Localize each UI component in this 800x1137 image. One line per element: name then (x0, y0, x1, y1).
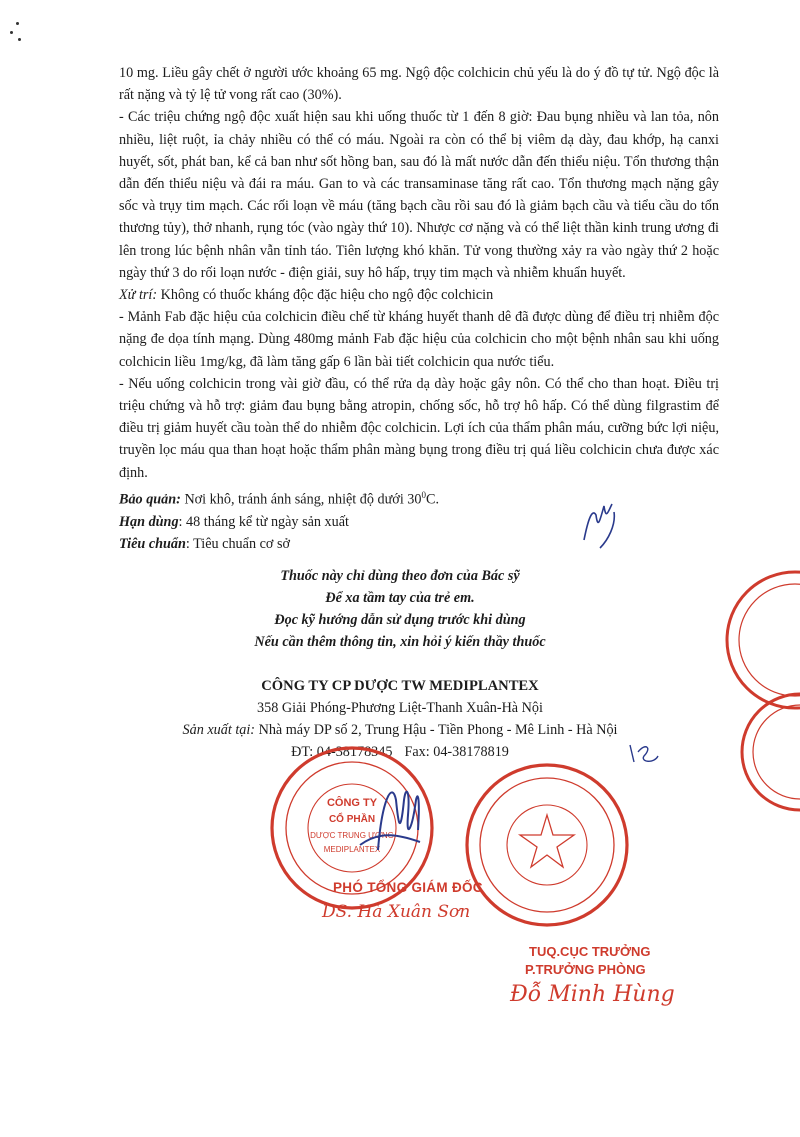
company-stamp-line1: CÔNG TY (326, 797, 378, 809)
treatment-text: Không có thuốc kháng độc đặc hiệu cho ngộ độc colchicin (157, 287, 494, 304)
head-name: Đỗ Minh Hùng (510, 982, 675, 1007)
symptoms-paragraph: - Các triệu chứng ngộ độc xuất hiện sau khi uống thuốc từ 1 đến 8 giờ: Đau bụng nhiều và lan tỏa, nôn nhiều, liệt ruột, ỉa chảy nhiều có thể có máu. Ngoài ra còn có thể bị viêm dạ dày, đau khớp, hạ canxi huyết, sốt, phát ban, kể cả ban như sốt hồng ban, sau đó là mất nước dẫn đến thiểu niệu. Tổn thương thận dẫn đến thiểu niệu và đái ra máu. Gan to và các transaminase tăng rất cao. Tổn thương mạch nặng gây sốc và trụy tim mạch. Các rối loạn về máu (tăng bạch cầu rồi sau đó là giảm bạch cầu và tiểu cầu do tổn thương tủy), thở nhanh, rụng tóc (vào ngày thứ 10). Nhược cơ nặng và có thể liệt thần kinh trung ương đi lên trong lúc bệnh nhân vẫn tỉnh táo. Tiên lượng khó khăn. Tử vong thường xảy ra vào ngày thứ 2 hoặc ngày thứ 3 do rối loạn nước - điện giải, suy hô hấp, trụy tim mạch và nhiễm khuẩn huyết. (119, 109, 719, 281)
storage-text: Nơi khô, tránh ánh sáng, nhiệt độ dưới 30 (180, 491, 422, 508)
deputy-director-name: DS. Hà Xuân Sơn (322, 902, 471, 922)
ministry-stamp (467, 765, 627, 925)
supportive-paragraph: - Nếu uống colchicin trong vài giờ đầu, có thể rửa dạ dày hoặc gây nôn. Có thể cho than hoạt. Điều trị triệu chứng và hỗ trợ: giảm đau bụng bằng atropin, chống sốc, hỗ trợ hô hấp. Có thể dùng filgrastim để điều trị giảm huyết cầu toàn thể do nhiễm độc colchicin. Lợi ích của thẩm phân máu, cưỡng bức lợi niệu, truyền lọc máu qua than hoạt hoặc thẩm phân màng bụng trong điều trị quá liều colchicin chưa được xác định. (119, 375, 719, 481)
company-stamp-text (310, 796, 394, 854)
notice-line-info: Nếu cần thêm thông tin, xin hỏi ý kiến thầy thuốc (254, 634, 546, 650)
factory-line (0, 719, 800, 741)
deputy-head-title: P.TRƯỞNG PHÒNG (525, 962, 646, 977)
fax-number: Fax: 04-38178819 (404, 744, 509, 760)
storage-unit: C. (426, 491, 440, 508)
treatment-heading (119, 284, 719, 306)
company-stamp-line3: DƯỢC TRUNG ƯƠNG (310, 831, 394, 840)
director-signature (360, 792, 420, 850)
notice-line-prescription: Thuốc này chỉ dùng theo đơn của Bác sỹ (280, 568, 520, 584)
company-name: CÔNG TY CP DƯỢC TW MEDIPLANTEX (261, 678, 539, 694)
expiry-text: : 48 tháng kể từ ngày sản xuất (178, 513, 349, 530)
notice-line-children: Để xa tầm tay của trẻ em. (325, 590, 475, 606)
contact-line (0, 741, 800, 763)
factory-label: Sản xuất tại: (182, 722, 256, 738)
company-stamp-line4: MEDIPLANTEX (323, 845, 381, 854)
fab-paragraph: - Mảnh Fab đặc hiệu của colchicin điều chế từ kháng huyết thanh dê đã được dùng để điều trị nhiễm độc nặng đe dọa tính mạng. Dùng 480mg mảnh Fab đặc hiệu của colchicin cho một bệnh nhân sau khi uống colchicin liều 1mg/kg, đã làm tăng gấp 6 lần bài tiết colchicin qua nước tiểu. (119, 309, 719, 370)
authorized-title: TUQ.CỤC TRƯỞNG (529, 944, 651, 959)
treatment-label: Xử trí: (119, 287, 158, 304)
degree-sup: 0 (421, 489, 426, 500)
standard-text: : Tiêu chuẩn cơ sở (185, 536, 290, 552)
overdose-paragraph: 10 mg. Liều gây chết ở người ước khoảng 65 mg. Ngộ độc colchicin chủ yếu là do ý đồ tự tử. Ngộ độc là rất nặng và tỷ lệ tử vong rất cao (30%). (119, 65, 719, 104)
factory-text: Nhà máy DP số 2, Trung Hậu - Tiền Phong - Mê Linh - Hà Nội (255, 722, 618, 738)
standard-label: Tiêu chuẩn (119, 536, 186, 552)
storage-line (119, 484, 719, 511)
company-block (0, 675, 800, 763)
expiry-label: Hạn dùng (119, 513, 179, 530)
deputy-director-title: PHÓ TỔNG GIÁM ĐỐC (333, 880, 483, 895)
phone-number: ĐT: 04-38178345 (291, 744, 393, 760)
standard-line (119, 533, 719, 555)
notice-line-read: Đọc kỹ hướng dẫn sử dụng trước khi dùng (274, 612, 526, 628)
expiry-line (119, 511, 719, 533)
company-stamp-line2: CỔ PHẦN (328, 814, 376, 825)
leaflet-body (119, 62, 719, 555)
storage-label: Bảo quản: (119, 491, 181, 508)
usage-notice (0, 565, 800, 653)
scan-corner-mark (10, 22, 22, 42)
company-address: 358 Giải Phóng-Phương Liệt-Thanh Xuân-Hà Nội (257, 700, 543, 716)
